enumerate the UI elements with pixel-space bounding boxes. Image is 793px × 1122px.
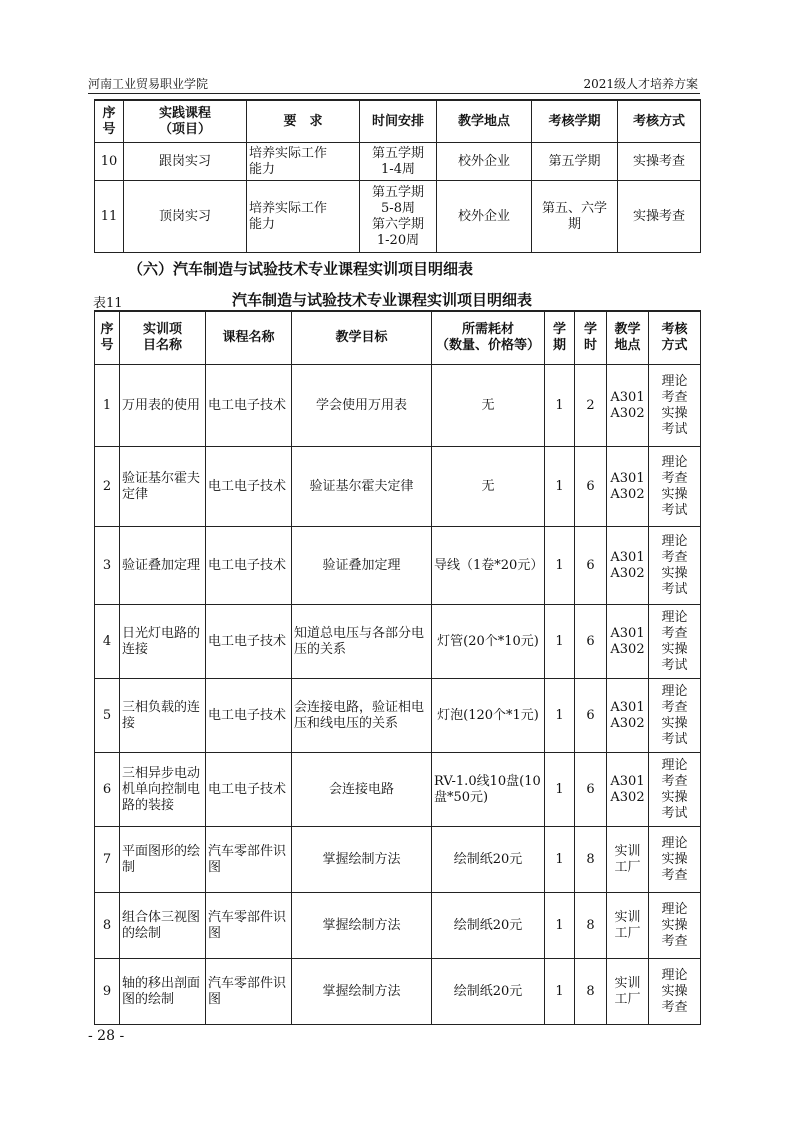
cell-seq: 3 bbox=[95, 527, 120, 605]
cell-goal: 会连接电路，验证相电 压和线电压的关系 bbox=[292, 679, 432, 753]
col-header-goal: 教学目标 bbox=[292, 311, 432, 365]
cell-item-name: 三相异步电动 机单向控制电 路的装接 bbox=[120, 753, 206, 827]
col-header-method: 考核 方式 bbox=[649, 311, 701, 365]
cell-hours: 8 bbox=[575, 827, 607, 893]
cell-materials: 无 bbox=[432, 447, 545, 527]
table-header-row bbox=[95, 100, 701, 143]
col-header-course: 实践课程 （项目） bbox=[124, 100, 247, 143]
cell-term: 1 bbox=[545, 527, 575, 605]
cell-materials: 绘制纸20元 bbox=[432, 959, 545, 1025]
cell-place: A301 A302 bbox=[607, 753, 649, 827]
col-header-course: 课程名称 bbox=[206, 311, 292, 365]
cell-item-name: 万用表的使用 bbox=[120, 365, 206, 447]
cell-seq: 10 bbox=[95, 143, 124, 181]
table-row bbox=[95, 959, 701, 1025]
practice-course-table bbox=[94, 99, 701, 253]
cell-place: A301 A302 bbox=[607, 679, 649, 753]
col-header-seq: 序 号 bbox=[95, 100, 124, 143]
cell-seq: 6 bbox=[95, 753, 120, 827]
col-header-seq: 序 号 bbox=[95, 311, 120, 365]
cell-time: 第五学期 5-8周 第六学期 1-20周 bbox=[360, 181, 437, 253]
table-row bbox=[95, 365, 701, 447]
cell-requirement: 培养实际工作 能力 bbox=[247, 181, 360, 253]
cell-method: 理论 考查 实操 考试 bbox=[649, 679, 701, 753]
section-title: （六）汽车制造与试验技术专业课程实训项目明细表 bbox=[128, 260, 474, 278]
cell-place: 校外企业 bbox=[437, 181, 532, 253]
cell-method: 实操考查 bbox=[618, 143, 701, 181]
cell-term: 1 bbox=[545, 893, 575, 959]
table-row bbox=[95, 181, 701, 253]
cell-course: 汽车零部件识 图 bbox=[206, 893, 292, 959]
cell-method: 理论 实操 考查 bbox=[649, 827, 701, 893]
col-header-time: 时间安排 bbox=[360, 100, 437, 143]
cell-term: 1 bbox=[545, 447, 575, 527]
cell-hours: 8 bbox=[575, 959, 607, 1025]
cell-item-name: 轴的移出剖面 图的绘制 bbox=[120, 959, 206, 1025]
col-header-place: 教学 地点 bbox=[607, 311, 649, 365]
cell-materials: 绘制纸20元 bbox=[432, 827, 545, 893]
table-header-row bbox=[95, 311, 701, 365]
cell-seq: 4 bbox=[95, 605, 120, 679]
cell-materials: 灯泡(120个*1元) bbox=[432, 679, 545, 753]
cell-term: 1 bbox=[545, 753, 575, 827]
cell-method: 理论 实操 考查 bbox=[649, 959, 701, 1025]
cell-materials: 导线（1卷*20元） bbox=[432, 527, 545, 605]
cell-term: 1 bbox=[545, 365, 575, 447]
cell-course: 电工电子技术 bbox=[206, 605, 292, 679]
cell-item-name: 验证叠加定理 bbox=[120, 527, 206, 605]
cell-method: 理论 考查 实操 考试 bbox=[649, 753, 701, 827]
cell-seq: 11 bbox=[95, 181, 124, 253]
cell-materials: 灯管(20个*10元) bbox=[432, 605, 545, 679]
cell-seq: 5 bbox=[95, 679, 120, 753]
table-row bbox=[95, 827, 701, 893]
header-doc-title: 2021级人才培养方案 bbox=[583, 77, 698, 91]
cell-requirement: 培养实际工作 能力 bbox=[247, 143, 360, 181]
table-row bbox=[95, 527, 701, 605]
cell-seq: 7 bbox=[95, 827, 120, 893]
table-row bbox=[95, 893, 701, 959]
cell-hours: 6 bbox=[575, 679, 607, 753]
cell-goal: 学会使用万用表 bbox=[292, 365, 432, 447]
cell-place: A301 A302 bbox=[607, 605, 649, 679]
cell-item-name: 日光灯电路的 连接 bbox=[120, 605, 206, 679]
cell-item-name: 组合体三视图 的绘制 bbox=[120, 893, 206, 959]
cell-term: 第五、六学 期 bbox=[532, 181, 618, 253]
table-row bbox=[95, 447, 701, 527]
cell-goal: 知道总电压与各部分电 压的关系 bbox=[292, 605, 432, 679]
table-row bbox=[95, 679, 701, 753]
cell-term: 第五学期 bbox=[532, 143, 618, 181]
cell-course: 电工电子技术 bbox=[206, 679, 292, 753]
table-label: 表11 bbox=[93, 296, 123, 311]
col-header-item: 实训项 目名称 bbox=[120, 311, 206, 365]
cell-goal: 会连接电路 bbox=[292, 753, 432, 827]
col-header-materials: 所需耗材 （数量、价格等） bbox=[432, 311, 545, 365]
cell-seq: 9 bbox=[95, 959, 120, 1025]
cell-course: 电工电子技术 bbox=[206, 365, 292, 447]
cell-seq: 2 bbox=[95, 447, 120, 527]
cell-hours: 8 bbox=[575, 893, 607, 959]
cell-hours: 2 bbox=[575, 365, 607, 447]
cell-item-name: 平面图形的绘 制 bbox=[120, 827, 206, 893]
cell-course: 汽车零部件识 图 bbox=[206, 959, 292, 1025]
cell-time: 第五学期 1-4周 bbox=[360, 143, 437, 181]
cell-materials: 无 bbox=[432, 365, 545, 447]
header-org: 河南工业贸易职业学院 bbox=[88, 77, 209, 91]
cell-goal: 掌握绘制方法 bbox=[292, 827, 432, 893]
cell-term: 1 bbox=[545, 959, 575, 1025]
cell-course: 跟岗实习 bbox=[124, 143, 247, 181]
col-header-requirement: 要 求 bbox=[247, 100, 360, 143]
col-header-term: 学 期 bbox=[545, 311, 575, 365]
cell-method: 理论 考查 实操 考试 bbox=[649, 527, 701, 605]
cell-course: 顶岗实习 bbox=[124, 181, 247, 253]
cell-goal: 验证基尔霍夫定律 bbox=[292, 447, 432, 527]
cell-item-name: 验证基尔霍夫 定律 bbox=[120, 447, 206, 527]
cell-goal: 掌握绘制方法 bbox=[292, 959, 432, 1025]
cell-place: A301 A302 bbox=[607, 527, 649, 605]
cell-method: 理论 实操 考查 bbox=[649, 893, 701, 959]
cell-course: 汽车零部件识 图 bbox=[206, 827, 292, 893]
cell-method: 理论 考查 实操 考试 bbox=[649, 365, 701, 447]
cell-place: 实训 工厂 bbox=[607, 959, 649, 1025]
cell-hours: 6 bbox=[575, 527, 607, 605]
cell-hours: 6 bbox=[575, 605, 607, 679]
header-rule bbox=[88, 93, 700, 94]
cell-course: 电工电子技术 bbox=[206, 447, 292, 527]
cell-course: 电工电子技术 bbox=[206, 753, 292, 827]
cell-place: 校外企业 bbox=[437, 143, 532, 181]
cell-seq: 8 bbox=[95, 893, 120, 959]
table-row bbox=[95, 753, 701, 827]
cell-place: A301 A302 bbox=[607, 447, 649, 527]
cell-seq: 1 bbox=[95, 365, 120, 447]
cell-term: 1 bbox=[545, 605, 575, 679]
cell-goal: 掌握绘制方法 bbox=[292, 893, 432, 959]
cell-hours: 6 bbox=[575, 753, 607, 827]
table-title: 汽车制造与试验技术专业课程实训项目明细表 bbox=[232, 291, 533, 309]
cell-place: A301 A302 bbox=[607, 365, 649, 447]
table-row bbox=[95, 143, 701, 181]
cell-method: 实操考查 bbox=[618, 181, 701, 253]
cell-hours: 6 bbox=[575, 447, 607, 527]
cell-term: 1 bbox=[545, 679, 575, 753]
cell-method: 理论 考查 实操 考试 bbox=[649, 605, 701, 679]
cell-term: 1 bbox=[545, 827, 575, 893]
col-header-place: 教学地点 bbox=[437, 100, 532, 143]
col-header-method: 考核方式 bbox=[618, 100, 701, 143]
training-project-table bbox=[94, 310, 701, 1025]
page-number: - 28 - bbox=[88, 1028, 125, 1044]
cell-place: 实训 工厂 bbox=[607, 827, 649, 893]
cell-materials: 绘制纸20元 bbox=[432, 893, 545, 959]
cell-materials: RV-1.0线10盘(10 盘*50元) bbox=[432, 753, 545, 827]
cell-goal: 验证叠加定理 bbox=[292, 527, 432, 605]
table-row bbox=[95, 605, 701, 679]
cell-method: 理论 考查 实操 考试 bbox=[649, 447, 701, 527]
col-header-term: 考核学期 bbox=[532, 100, 618, 143]
cell-course: 电工电子技术 bbox=[206, 527, 292, 605]
cell-place: 实训 工厂 bbox=[607, 893, 649, 959]
cell-item-name: 三相负载的连 接 bbox=[120, 679, 206, 753]
col-header-hours: 学 时 bbox=[575, 311, 607, 365]
